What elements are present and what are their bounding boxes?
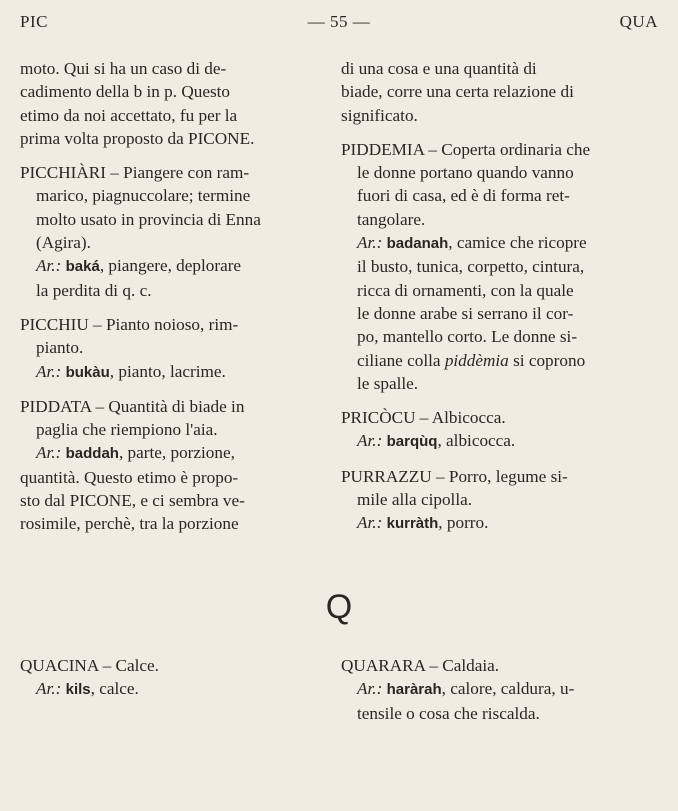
gloss: , calore, caldura, u- [441,679,575,699]
entry-quacina [20,654,316,702]
text-line: moto. Qui si ha un caso di de- [20,59,227,78]
entry-pricocu [341,406,637,454]
right-column [341,57,637,547]
header-right: QUA [619,12,658,31]
arabic-word: baká [65,258,100,276]
header-left: PIC [20,12,48,31]
text-line: le spalle. [357,373,419,393]
entry-body [341,488,637,536]
continued-entry-left [20,57,316,150]
arabic-word: kurràth [386,515,439,533]
text-line: (Agira). [36,233,91,253]
ar-label: Ar.: [36,361,62,381]
text-line: paglia che riempiono l'aia. [36,420,218,440]
arabic-line [20,677,316,701]
ar-label: Ar.: [36,679,62,699]
gloss: , piangere, deplorare [99,256,242,276]
text-line: quantità. Questo etimo è propo- [20,467,239,487]
text-line: il busto, tunica, corpetto, cintura, [357,257,585,277]
text-part: si coprono [508,350,586,370]
arabic-word: kils [65,681,91,699]
arabic-line [341,429,637,453]
text-line: di una cosa e una quantità di [341,59,537,78]
arabic-word: badanah [386,235,449,253]
entry-head: QUARARA – Caldaia. [341,656,500,675]
ar-label: Ar.: [357,679,383,699]
text-line: le donne portano quando vanno [357,163,574,183]
ar-label: Ar.: [36,256,62,276]
ar-label: Ar.: [36,443,62,463]
entry-purrazzu [341,465,637,536]
text-line [357,349,637,372]
gloss: , calce. [90,679,139,699]
entry-piddemia [341,138,637,395]
entry-head: PRICÒCU – Albicocca. [341,408,506,428]
entry-piddata [20,395,316,536]
gloss: , camice che ricopre [448,233,587,253]
arabic-line [36,441,316,465]
arabic-line [357,231,637,255]
entry-quarara [341,654,637,725]
gloss: , parte, porzione, [118,443,235,463]
page-number: — 55 — [307,12,371,31]
text-line: la perdita di q. c. [36,280,152,300]
text-line: le donne arabe si serrano il cor- [357,303,574,323]
arabic-word: barqùq [386,433,438,451]
ar-label: Ar.: [357,233,383,253]
text-line: po, mantello corto. Le donne si- [357,327,578,347]
text-line: prima volta proposto da PICONE. [20,128,255,148]
entry-head: PURRAZZU – Porro, legume si- [341,466,568,486]
arabic-line [36,360,316,384]
text-line: mile alla cipolla. [357,490,473,510]
entry-body [341,161,637,395]
entry-head: PIDDATA – Quantità di biade in [20,396,245,416]
entry-head: PIDDEMIA – Coperta ordinaria che [341,139,591,159]
text-part: ciliane colla [357,350,445,370]
text-line: rosimile, perchè, tra la porzione [20,514,239,534]
entry-body [20,184,316,301]
ar-label: Ar.: [357,431,383,451]
text-line: etimo da noi accettato, fu per la [20,105,238,125]
italic-word: piddèmia [444,350,509,370]
text-line: biade, corre una certa relazione di [341,82,574,102]
gloss: , porro. [438,513,489,533]
arabic-word: baddah [65,445,119,463]
entry-picchiari [20,161,316,302]
entry-body [20,418,316,466]
arabic-word: haràrah [386,681,442,699]
entry-picchiu [20,313,316,384]
arabic-word: bukàu [65,363,110,381]
arabic-line [36,254,316,278]
ar-label: Ar.: [357,513,383,533]
entry-head: QUACINA – Calce. [20,656,159,675]
text-line: ricca di ornamenti, con la quale [357,280,574,300]
gloss: , albicocca. [437,431,516,451]
text-line: sto dal PICONE, e ci sembra ve- [20,491,245,511]
gloss: , pianto, lacrime. [109,361,226,381]
text-line: marico, piagnuccolare; termine [36,186,251,206]
left-column [20,57,316,547]
section-letter: Q [325,588,353,626]
text-line: fuori di casa, ed è di forma ret- [357,186,570,206]
arabic-line [357,511,637,535]
arabic-line [357,677,637,701]
text-line: significato. [341,105,418,125]
text-line: tangolare. [357,209,426,229]
text-line: cadimento della b in p. Questo [20,82,231,102]
text-line: pianto. [36,338,84,358]
entry-body [20,336,316,384]
text-line: tensile o cosa che riscalda. [357,703,540,723]
text-line: molto usato in provincia di Enna [36,209,261,229]
continued-entry-right [341,57,637,127]
entry-head: PICCHIU – Pianto noioso, rim- [20,314,239,334]
entry-body [341,677,637,725]
entry-head: PICCHIÀRI – Piangere con ram- [20,163,250,183]
